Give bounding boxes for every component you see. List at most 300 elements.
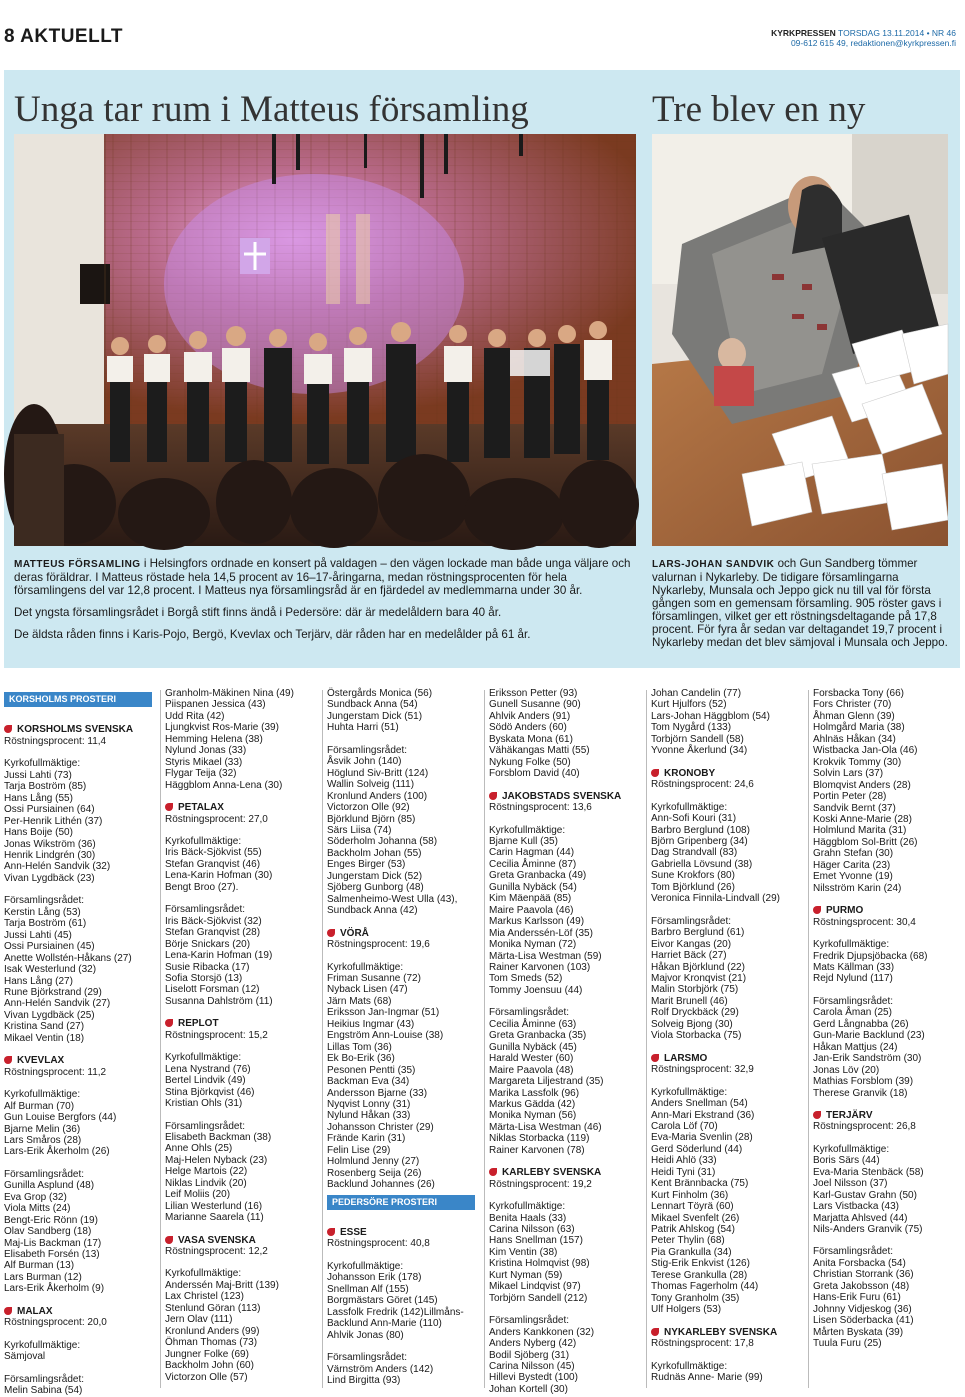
list-item: Sundback Anna (54) [327,699,418,711]
results-column-1 [4,688,156,1397]
list-item: Johansson Erik (178) [327,1272,422,1284]
list-item: Rolf Dryckbäck (29) [651,1007,739,1019]
results-column-3 [327,688,479,1388]
deanery-label: KORSHOLMS PROSTERI [4,692,152,707]
list-item: Rainer Karvonen (103) [489,961,591,973]
list-item: Torbjörn Sandell (58) [651,733,744,745]
left-caption [14,557,636,650]
list-item: Röstningsprocent: 12,2 [165,1246,268,1258]
list-item: Leif Moliis (20) [165,1189,231,1201]
list-item: Heikius Ingmar (43) [327,1018,415,1030]
list-item: Margareta Liljestrand (35) [489,1076,604,1088]
list-item: Veronica Finnila-Lindvall (29) [651,893,780,905]
body-label: Kyrkofullmäktige: [165,1052,242,1064]
list-item: Piispanen Jessica (43) [165,699,266,711]
list-item: Ann-Helén Sandvik (27) [4,998,111,1010]
list-item: Thomas Fagerholm (44) [651,1281,759,1293]
caption-paragraph: Det yngsta församlingsrådet i Borgå stift finns ändå i Pedersöre: där är medelåldern bara 40 år. [14,606,502,619]
list-item: Marit Brunell (46) [651,995,728,1007]
body-label: Kyrkofullmäktige: [327,961,404,973]
list-item: Anders Kankkonen (32) [489,1326,595,1338]
list-item: Mårten Byskata (39) [813,1326,904,1338]
list-item: Barbro Berglund (61) [651,927,745,939]
column-divider [322,690,323,1388]
list-item: Vivan Lygdbäck (23) [4,872,95,884]
list-item: Styris Mikael (33) [165,756,243,768]
parish-heading: PURMO [813,905,965,916]
list-item: Björklund Björn (85) [327,813,416,825]
caption-lead: MATTEUS FÖRSAMLING [14,559,141,570]
list-item: Ossi Pursiainen (64) [4,804,95,816]
list-item: Kristina Holmqvist (98) [489,1258,590,1270]
list-item: Snellman Alf (155) [327,1283,409,1295]
list-item: Eva Grop (32) [4,1191,67,1203]
list-item: Helge Martois (22) [165,1166,248,1178]
list-item: Markus Gädda (42) [489,1098,576,1110]
list-item: Lax Christel (123) [165,1291,244,1303]
parish-heading: KARLEBY SVENSKA [489,1167,641,1178]
list-item: Johan Kortell (30) [489,1383,568,1395]
parish-heading: VÖRÅ [327,928,479,939]
list-item: Björn Gripenberg (34) [651,835,748,847]
list-item: Sune Krokfors (80) [651,870,735,882]
list-item: Kent Brännbacka (75) [651,1178,749,1190]
list-item: Röstningsprocent: 32,9 [651,1064,754,1076]
list-item: Krokvik Tommy (30) [813,756,902,768]
list-item: Lind Birgitta (93) [327,1375,401,1387]
list-item: Gunilla Nybäck (45) [489,1041,577,1053]
body-label: Kyrkofullmäktige: [651,1086,728,1098]
list-item: Sundback Anna (42) [327,905,418,917]
list-item: Sandvik Bernt (37) [813,802,896,814]
list-item: Sämjoval [4,1351,46,1363]
list-item: Susanna Dahlström (11) [165,995,273,1007]
results-column-5 [651,688,803,1388]
list-item: Håkan Mattjus (24) [813,1041,898,1053]
list-item: Jungner Folke (69) [165,1348,249,1360]
list-item: Röstningsprocent: 15,2 [165,1029,268,1041]
list-item: Monika Nyman (56) [489,1110,577,1122]
list-item: Sjöberg Gunborg (48) [327,882,424,894]
list-item: Maj-Lis Backman (17) [4,1237,102,1249]
list-item: Gerd Långnabba (26) [813,1018,909,1030]
caption-lead: LARS-JOHAN SANDVIK [652,559,775,570]
list-item: Fredrik Djupsjöbacka (68) [813,950,928,962]
list-item: Jern Olav (111) [165,1314,233,1326]
list-item: Ahlnäs Håkan (34) [813,733,896,745]
list-item: Börje Snickars (20) [165,938,251,950]
column-divider [160,690,161,1388]
list-item: Holmlund Jenny (27) [327,1156,420,1168]
list-item: Tony Granholm (35) [651,1292,740,1304]
list-item: Öhman Thomas (73) [165,1337,258,1349]
list-item: Maire Paavola (48) [489,1064,574,1076]
list-item: Mikael Svenfelt (26) [651,1212,740,1224]
list-item: Viola Storbacka (75) [651,1030,742,1042]
list-item: Åsvik John (140) [327,756,402,768]
list-item: Rosenberg Seija (26) [327,1167,422,1179]
list-item: Mia Anderssén-Löf (35) [489,927,593,939]
list-item: Ann-Sofi Kouri (31) [651,813,737,825]
list-item: Elisabeth Forsén (13) [4,1249,100,1261]
list-item: Solveig Bjong (30) [651,1018,733,1030]
list-item: Boris Särs (44) [813,1155,880,1167]
list-item: Gerd Söderlund (44) [651,1143,743,1155]
list-item: Patrik Ahlskog (54) [651,1224,735,1236]
list-item: Jonas Löv (20) [813,1064,880,1076]
list-item: Barbro Berglund (108) [651,824,750,836]
list-item: Hans Lång (27) [4,975,73,987]
list-item: Johansson Christer (29) [327,1121,434,1133]
list-item: Heidi Tyni (31) [651,1166,716,1178]
list-item: Koski Anne-Marie (28) [813,813,912,825]
list-item: Gabriella Lövsund (38) [651,858,753,870]
list-item: Märta-Lisa Westman (59) [489,950,602,962]
list-item: Henrik Lindgrén (30) [4,849,96,861]
list-item: Alf Burman (13) [4,1260,75,1272]
list-item: Gunilla Asplund (48) [4,1180,95,1192]
list-item: Hemming Helena (38) [165,733,263,745]
page-number: 8 [4,26,16,47]
list-item: Marjatta Ahlsved (44) [813,1212,908,1224]
list-item: Enges Birger (53) [327,859,406,871]
list-item: Kurt Finholm (36) [651,1189,729,1201]
parish-heading: KRONOBY [651,768,803,779]
list-item: Tarja Boström (61) [4,918,87,930]
list-item: Heidi Ahlö (33) [651,1155,717,1167]
list-item: Lillas Tom (36) [327,1041,392,1053]
list-item: Terese Grankulla (28) [651,1269,748,1281]
list-item: Anderssén Maj-Britt (139) [165,1279,279,1291]
list-item: Fors Christer (70) [813,699,892,711]
list-item: Joel Nilsson (37) [813,1178,888,1190]
list-item: Ahlvik Jonas (80) [327,1329,404,1341]
list-item: Gun-Marie Backlund (23) [813,1030,925,1042]
list-item: Höglund Siv-Britt (124) [327,767,429,779]
list-item: Greta Granbacka (49) [489,870,587,882]
list-item: Hans Boije (50) [4,827,73,839]
list-item: Anette Wollstén-Håkans (27) [4,952,132,964]
left-headline: Unga tar rum i Matteus församling [14,89,529,130]
list-item: Håkan Björklund (22) [651,961,745,973]
list-item: Backman Eva (34) [327,1076,410,1088]
list-item: Värnström Anders (142) [327,1363,434,1375]
masthead-contact: 09-612 615 49, redaktionen@kyrkpressen.fi [790,38,956,48]
list-item: Nyback Lisen (47) [327,984,408,996]
parish-heading: NYKARLEBY SVENSKA [651,1327,803,1338]
list-item: Rune Björkstrand (29) [4,986,102,998]
list-item: Gun Louise Bergfors (44) [4,1112,117,1124]
body-label: Församlingsrådet: [489,1315,570,1327]
list-item: Kurt Nyman (59) [489,1269,563,1281]
list-item: Friman Susanne (72) [327,972,421,984]
list-item: Häggblom Anna-Lena (30) [165,779,283,791]
list-item: Emet Yvonne (19) [813,871,893,883]
list-item: Carin Hagman (44) [489,847,575,859]
list-item: Hans Lång (55) [4,792,73,804]
list-item: Lars-Erik Åkerholm (26) [4,1146,110,1158]
list-item: Harriet Bäck (27) [651,950,727,962]
list-item: Yvonne Åkerlund (34) [651,745,748,757]
list-item: Lisen Söderbacka (41) [813,1315,914,1327]
list-item: Solvin Lars (37) [813,768,884,780]
list-item: Johan Candelin (77) [651,688,742,699]
list-item: Ann-Mari Ekstrand (36) [651,1109,755,1121]
list-item: Granholm-Mäkinen Nina (49) [165,688,294,699]
list-item: Lennart Töyrä (60) [651,1201,734,1213]
body-label: Kyrkofullmäktige: [4,1089,81,1101]
list-item: Särs Liisa (74) [327,824,392,836]
list-item: Nilsström Karin (24) [813,882,902,894]
list-item: Jungerstam Dick (52) [327,870,423,882]
list-item: Lena-Karin Hofman (30) [165,870,273,882]
list-item: Röstningsprocent: 30,4 [813,916,916,928]
list-item: Kim Ventin (38) [489,1246,558,1258]
list-item: Bjarne Kull (35) [489,835,558,847]
parish-heading: LARSMO [651,1053,803,1064]
list-item: Kristian Ohls (31) [165,1098,243,1110]
page-header [0,0,960,52]
list-item: Röstningsprocent: 19,2 [489,1178,592,1190]
masthead-issue: NR 46 [931,28,956,38]
body-label: Kyrkofullmäktige: [813,1143,890,1155]
body-label: Församlingsrådet: [813,1246,894,1258]
list-item: Victorzon Olle (57) [165,1371,248,1383]
list-item: Bjarne Melin (36) [4,1123,81,1135]
list-item: Stina Björkqvist (46) [165,1086,255,1098]
list-item: Östergårds Monica (56) [327,688,433,699]
list-item: Maj-Helen Nyback (23) [165,1154,268,1166]
list-item: Marika Lassfolk (96) [489,1087,580,1099]
list-item: Lars Vistbacka (43) [813,1201,899,1213]
list-item: Kristina Sand (27) [4,1021,85,1033]
list-item: Benita Haals (33) [489,1212,567,1224]
list-item: Söderholm Johanna (58) [327,836,438,848]
list-item: Bengt Broo (27). [165,881,239,893]
list-item: Bodil Sjöberg (31) [489,1349,570,1361]
list-item: Harald Wester (60) [489,1053,574,1065]
list-item: Felin Lise (29) [327,1144,391,1156]
list-item: Niklas Lindvik (20) [165,1177,247,1189]
list-item: Backlund Johannes (26) [327,1179,435,1191]
list-item: Forsbacka Tony (66) [813,688,904,699]
list-item: Nykung Folke (50) [489,756,571,768]
list-item: Udd Rita (42) [165,710,225,722]
list-item: Hillevi Bystedt (100) [489,1372,578,1384]
list-item: Greta Granbacka (35) [489,1030,587,1042]
list-item: Mikael Lindqvist (97) [489,1281,581,1293]
masthead-date: TORSDAG 13.11.2014 [838,28,925,38]
list-item: Lilian Westerlund (16) [165,1200,263,1212]
list-item: Lars-Johan Häggblom (54) [651,710,770,722]
list-item: Rainer Karvonen (78) [489,1144,585,1156]
list-item: Anne Ohls (25) [165,1143,233,1155]
page-number-section [4,26,123,48]
parish-heading: KORSHOLMS SVENSKA [4,724,156,735]
list-item: Jan-Erik Sandström (30) [813,1053,922,1065]
list-item: Kronlund Anders (99) [165,1325,260,1337]
list-item: Isak Westerlund (32) [4,964,97,976]
list-item: Huhta Harri (51) [327,722,399,734]
parish-heading: MALAX [4,1306,156,1317]
list-item: Bengt-Eric Rönn (19) [4,1214,98,1226]
list-item: Nylund Jonas (33) [165,745,247,757]
list-item: Portin Peter (28) [813,791,887,803]
list-item: Majvor Kronqvist (21) [651,972,747,984]
list-item: Johnny Vidjeskog (36) [813,1303,912,1315]
body-label: Kyrkofullmäktige: [327,1260,404,1272]
list-item: Röstningsprocent: 40,8 [327,1238,430,1250]
caption-body: i Helsingfors ordnade en konsert på valdagen – den vägen lockade man både unga väljare och deras föräldrar. I Matteus röstade hela 14,5 procent av 16–17-åringarna, medan röstningsprocenten för hela församlingens del var 12,8 procent. I Matteus nya församlingsråd är en fjärdedel av medlemmarna under 30 år. [14,557,631,597]
list-item: Rejd Nylund (117) [813,973,893,985]
list-item: Häggblom Sol-Britt (26) [813,836,918,848]
list-item: Victorzon Olle (92) [327,802,410,814]
list-item: Vivan Lygdbäck (25) [4,1009,95,1021]
list-item: Holmgård Maria (38) [813,722,905,734]
list-item: Anders Snellman (54) [651,1098,748,1110]
list-item: Ossi Pursiainen (45) [4,941,95,953]
body-label: Kyrkofullmäktige: [165,1268,242,1280]
list-item: Stenlund Göran (113) [165,1302,261,1314]
list-item: Ann-Helén Sandvik (32) [4,861,111,873]
list-item: Stefan Granqvist (28) [165,927,261,939]
list-item: Pesonen Pentti (35) [327,1064,416,1076]
list-item: Flygar Teija (32) [165,768,237,780]
list-item: Rudnäs Anne- Marie (99) [651,1372,763,1384]
body-label: Kyrkofullmäktige: [165,835,242,847]
list-item: Peter Thylin (68) [651,1235,725,1247]
list-item: Stefan Granqvist (46) [165,858,261,870]
body-label: Församlingsrådet: [651,915,732,927]
list-item: Maire Paavola (46) [489,904,574,916]
list-item: Christian Storrank (36) [813,1269,914,1281]
parish-heading: TERJÄRV [813,1110,965,1121]
list-item: Eva-Maria Svenlin (28) [651,1132,753,1144]
list-item: Gunell Susanne (90) [489,699,581,711]
list-item: Susie Ribacka (17) [165,961,250,973]
list-item: Iris Bäck-Sjökvist (55) [165,847,262,859]
body-label: Församlingsrådet: [165,904,246,916]
list-item: Bertel Lindvik (49) [165,1075,246,1087]
list-item: Torbjörn Sandell (212) [489,1292,588,1304]
list-item: Ahlvik Anders (91) [489,710,571,722]
list-item: Andersson Bjarne (33) [327,1087,428,1099]
list-item: Iris Bäck-Sjökvist (32) [165,915,262,927]
list-item: Eriksson Jan-Ingmar (51) [327,1007,440,1019]
list-item: Mathias Forsblom (39) [813,1076,914,1088]
list-item: Malin Storbjörk (75) [651,984,739,996]
list-item: Sofia Storsjö (13) [165,972,243,984]
list-item: Kerstin Lång (53) [4,906,81,918]
list-item: Ljungkvist Ros-Marie (39) [165,722,279,734]
list-item: Salmenheimo-West Ulla (43), [327,893,458,905]
list-item: Röstningsprocent: 20,0 [4,1317,107,1329]
results-column-2 [165,688,317,1388]
list-item: Kurt Hjulfors (52) [651,699,727,711]
list-item: Tommy Joensuu (44) [489,984,583,996]
list-item: Mats Källman (33) [813,961,895,973]
body-label: Församlingsrådet: [165,1120,246,1132]
list-item: Engström Ann-Louise (38) [327,1030,444,1042]
parish-heading: ESSE [327,1227,479,1238]
parish-heading: VASA SVENSKA [165,1235,317,1246]
list-item: Ek Bo-Erik (36) [327,1053,395,1065]
list-item: Eriksson Petter (93) [489,688,578,699]
parish-heading: PETALAX [165,802,317,813]
masthead-title: KYRKPRESSEN [771,28,836,38]
list-item: Lars-Erik Åkerholm (9) [4,1283,105,1295]
list-item: Forsblom David (40) [489,768,580,780]
list-item: Greta Jakobsson (48) [813,1280,910,1292]
list-item: Nyqvist Lonny (31) [327,1098,411,1110]
list-item: Backlund Ann-Marie (110) [327,1318,442,1330]
list-item: Carina Nilsson (45) [489,1361,575,1373]
list-item: Tom Björklund (26) [651,881,735,893]
list-item: Frände Karin (31) [327,1133,406,1145]
list-item: Grahn Stefan (30) [813,848,894,860]
list-item: Borgmästars Göret (145) [327,1295,438,1307]
list-item: Niklas Storbacka (119) [489,1133,590,1145]
list-item: Marianne Saarela (11) [165,1212,264,1224]
list-item: Gunilla Nybäck (54) [489,881,577,893]
list-item: Järn Mats (68) [327,995,392,1007]
body-label: Kyrkofullmäktige: [4,758,81,770]
body-label: Församlingsrådet: [4,1373,85,1385]
list-item: Viola Mitts (24) [4,1203,71,1215]
list-item: Röstningsprocent: 24,6 [651,779,754,791]
list-item: Kim Mäenpää (85) [489,893,572,905]
list-item: Vähäkangas Matti (55) [489,745,590,757]
list-item: Carola Löf (70) [651,1120,718,1132]
list-item: Liselott Forsman (12) [165,984,260,996]
list-item: Holmlund Marita (31) [813,825,907,837]
list-item: Wistbacka Jan-Ola (46) [813,745,918,757]
concert-photo [14,134,636,546]
list-item: Wallin Solveig (111) [327,779,415,791]
list-item: Röstningsprocent: 27,0 [165,813,268,825]
list-item: Cecilia Åminne (87) [489,858,577,870]
column-divider [808,690,809,1388]
list-item: Jussi Lahti (73) [4,769,72,781]
list-item: Lena Nystrand (76) [165,1063,251,1075]
column-divider [646,690,647,1388]
list-item: Jungerstam Dick (51) [327,710,423,722]
list-item: Röstningsprocent: 11,4 [4,735,107,747]
list-item: Per-Henrik Lithén (37) [4,815,103,827]
list-item: Södö Anders (60) [489,722,567,734]
list-item: Häger Carita (23) [813,859,891,871]
right-headline: Tre blev en ny [652,89,866,130]
list-item: Röstningsprocent: 26,8 [813,1121,916,1133]
list-item: Nylund Håkan (33) [327,1110,411,1122]
list-item: Ulf Holgers (53) [651,1304,722,1316]
ballot-urn-photo [652,134,948,546]
body-label: Församlingsrådet: [327,1352,408,1364]
list-item: Röstningsprocent: 17,8 [651,1338,754,1350]
list-item: Carola Åman (25) [813,1007,892,1019]
list-item: Röstningsprocent: 13,6 [489,802,592,814]
list-item: Tom Smeds (52) [489,973,563,985]
list-item: Elisabeth Backman (38) [165,1131,272,1143]
list-item: Jussi Lahti (45) [4,929,72,941]
caption-body: och Gun Sandberg tömmer valurnan i Nykarleby. De tidigare församlingarna Nykarleby, Munsala och Jeppo gick nu till val för första gången som en gemensam församling. 905 röster gavs i församlingen, vilket ger ett röstningsdeltagande på 17,8 procent. För fyra år sedan var deltagandet 19,7 procent i Nykarleby medan det blev sämjoval i Munsala och Jeppo. [652,557,948,649]
column-divider [484,690,485,1388]
list-item: Melin Sabina (54) [4,1385,83,1397]
parish-heading: KVEVLAX [4,1055,156,1066]
list-item: Alf Burman (70) [4,1100,75,1112]
list-item: Lassfolk Fredrik (142)Lillmåns- [327,1306,464,1318]
body-label: Församlingsrådet: [4,1168,85,1180]
